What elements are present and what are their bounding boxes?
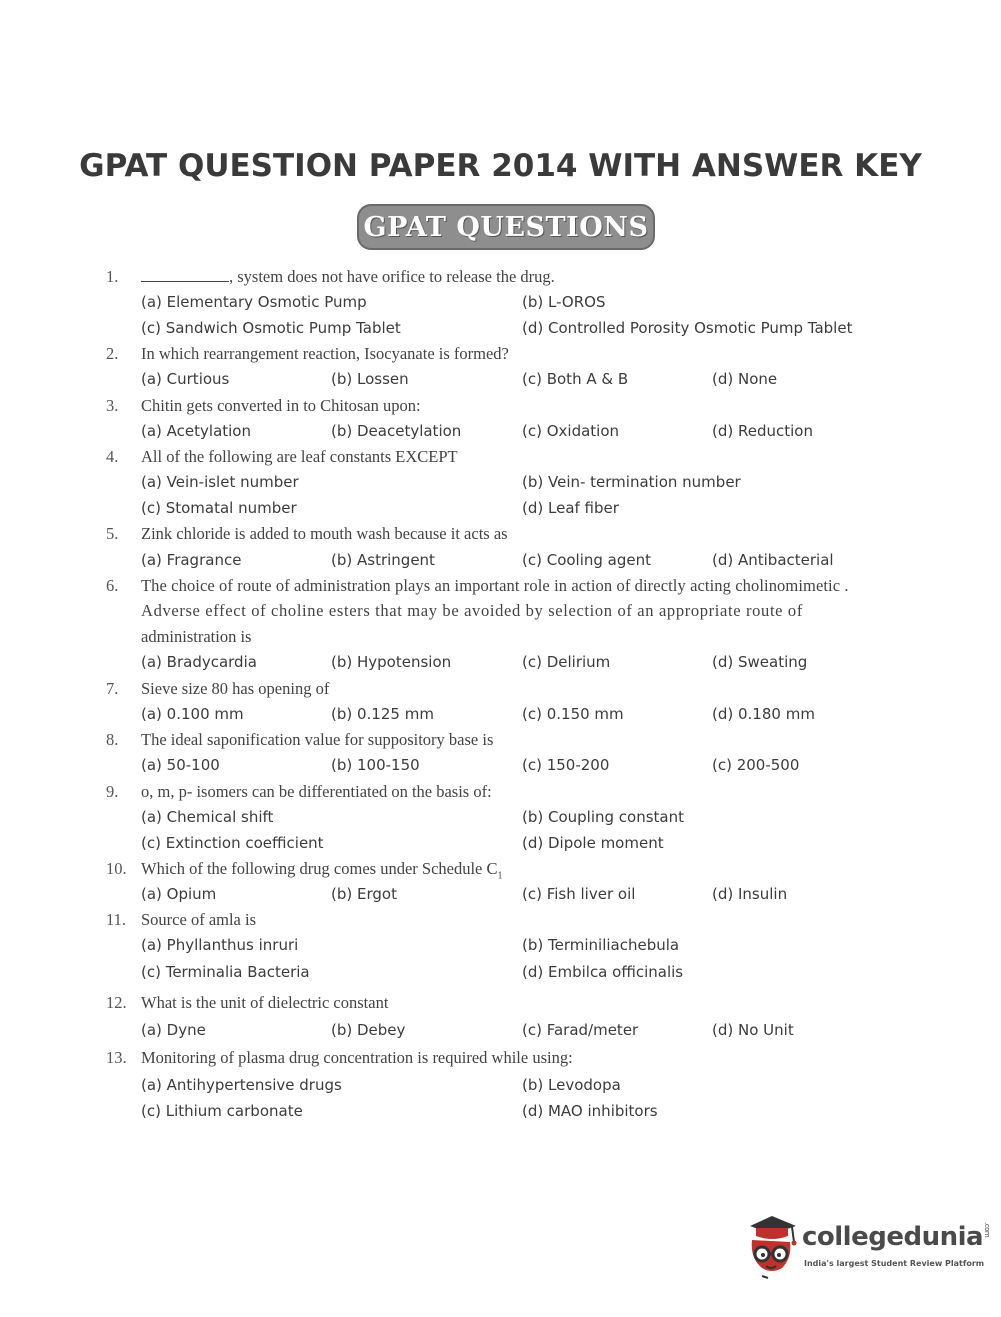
option: (d) No Unit	[712, 1021, 794, 1039]
option: (d) Dipole moment	[522, 834, 664, 852]
question-number: 1.	[106, 267, 119, 286]
question-text: Sieve size 80 has opening of	[141, 679, 330, 698]
section-label: GPAT QUESTIONS	[363, 211, 649, 243]
option: (c) Delirium	[522, 653, 611, 671]
question-number: 7.	[106, 679, 119, 698]
option: (a) Opium	[141, 885, 217, 903]
question-number: 3.	[106, 396, 119, 415]
option: (b) Coupling constant	[522, 808, 685, 826]
option: (b) Ergot	[331, 885, 397, 903]
option: (c) 200-500	[712, 756, 800, 774]
option: (a) Antihypertensive drugs	[141, 1076, 342, 1094]
question-text-line-3: administration is	[141, 627, 252, 646]
option: (a) 0.100 mm	[141, 705, 244, 723]
option: (b) L-OROS	[522, 293, 606, 311]
page-title: GPAT QUESTION PAPER 2014 WITH ANSWER KEY	[79, 148, 922, 184]
question-text: All of the following are leaf constants EXCEPT	[141, 447, 458, 466]
question-text: Zink chloride is added to mouth wash because it acts as	[141, 524, 508, 543]
option: (d) 0.180 mm	[712, 705, 815, 723]
question-text: In which rearrangement reaction, Isocyanate is formed?	[141, 344, 509, 363]
question-number: 6.	[106, 576, 119, 595]
option: (c) Cooling agent	[522, 551, 652, 569]
option: (c) Sandwich Osmotic Pump Tablet	[141, 319, 401, 337]
option: (c) 0.150 mm	[522, 705, 624, 723]
option: (c) Stomatal number	[141, 499, 297, 517]
question-text: Source of amla is	[141, 910, 257, 929]
option: (d) None	[712, 370, 778, 388]
option: (d) Controlled Porosity Osmotic Pump Tablet	[522, 319, 853, 337]
question-number: 11.	[106, 910, 127, 929]
question-number: 10.	[106, 859, 127, 878]
question-text: , system does not have orifice to release the drug.	[141, 267, 555, 287]
question-number: 9.	[106, 782, 119, 801]
question-number: 8.	[106, 730, 119, 749]
option: (b) 0.125 mm	[331, 705, 434, 723]
option: (d) Insulin	[712, 885, 788, 903]
option: (c) Farad/meter	[522, 1021, 639, 1039]
option: (c) Extinction coefficient	[141, 834, 324, 852]
option: (a) Chemical shift	[141, 808, 274, 826]
option: (b) Debey	[331, 1021, 406, 1039]
question-text: Chitin gets converted in to Chitosan upon:	[141, 396, 421, 415]
question-text: The ideal saponification value for suppository base is	[141, 730, 494, 749]
option: (a) Curtious	[141, 370, 230, 388]
option: (a) Elementary Osmotic Pump	[141, 293, 367, 311]
option: (a) Dyne	[141, 1021, 206, 1039]
option: (b) Deacetylation	[331, 422, 462, 440]
logo-suffix: .com	[983, 1222, 992, 1238]
option: (b) Terminiliachebula	[522, 936, 680, 954]
option: (d) Embilca officinalis	[522, 963, 684, 981]
mascot-icon	[742, 1212, 802, 1282]
option: (d) Reduction	[712, 422, 813, 440]
question-number: 5.	[106, 524, 119, 543]
logo-tagline: India's largest Student Review Platform	[804, 1259, 985, 1268]
question-number: 13.	[106, 1048, 127, 1067]
option: (c) Terminalia Bacteria	[141, 963, 310, 981]
logo-wordmark: collegedunia.com	[802, 1222, 992, 1252]
question-text: o, m, p- isomers can be differentiated on the basis of:	[141, 782, 492, 801]
option: (d) Sweating	[712, 653, 808, 671]
option: (b) Hypotension	[331, 653, 452, 671]
option: (d) Leaf fiber	[522, 499, 619, 517]
question-text: What is the unit of dielectric constant	[141, 993, 389, 1012]
option: (c) Both A & B	[522, 370, 629, 388]
question-number: 2.	[106, 344, 119, 363]
option: (a) 50-100	[141, 756, 220, 774]
question-text-line-2: Adverse effect of choline esters that may be avoided by selection of an appropriate route of	[141, 601, 803, 620]
subscript: 1	[497, 870, 503, 882]
question-text: The choice of route of administration plays an important role in action of directly acting cholinomimetic .	[141, 576, 849, 595]
option: (b) Lossen	[331, 370, 409, 388]
option: (b) Levodopa	[522, 1076, 621, 1094]
option: (b) Vein- termination number	[522, 473, 741, 491]
option: (a) Bradycardia	[141, 653, 257, 671]
option: (d) MAO inhibitors	[522, 1102, 658, 1120]
option: (c) Fish liver oil	[522, 885, 636, 903]
question-text: Monitoring of plasma drug concentration is required while using:	[141, 1048, 573, 1067]
section-label-badge	[357, 204, 655, 250]
question-number: 12.	[106, 993, 127, 1012]
option: (a) Fragrance	[141, 551, 242, 569]
option: (a) Phyllanthus inruri	[141, 936, 299, 954]
option: (c) Oxidation	[522, 422, 620, 440]
option: (b) Astringent	[331, 551, 435, 569]
option: (d) Antibacterial	[712, 551, 834, 569]
answer-blank	[141, 269, 229, 282]
option: (a) Vein-islet number	[141, 473, 299, 491]
option: (a) Acetylation	[141, 422, 251, 440]
question-text: Which of the following drug comes under Schedule $C_1$	[141, 859, 503, 882]
question-number: 4.	[106, 447, 119, 466]
option: (c) Lithium carbonate	[141, 1102, 303, 1120]
option: (c) 150-200	[522, 756, 610, 774]
option: (b) 100-150	[331, 756, 420, 774]
